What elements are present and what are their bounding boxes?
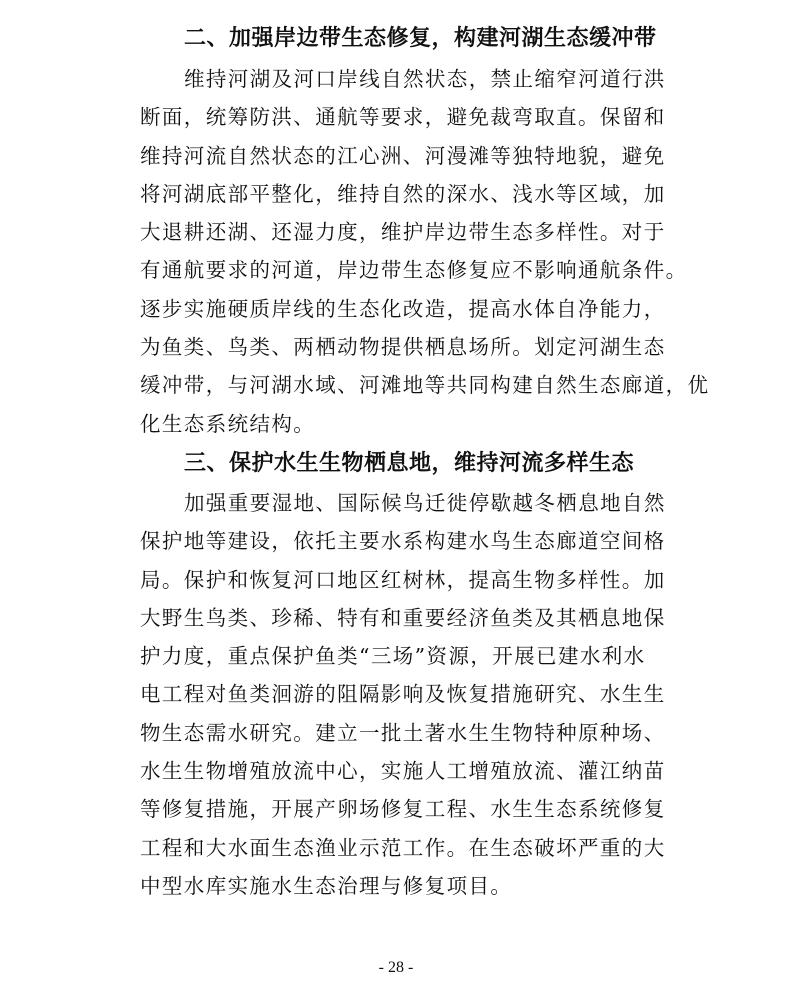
paragraph-line: 加强重要湿地、国际候鸟迁徙停歇越冬栖息地自然 (184, 491, 666, 515)
paragraph-line: 水生生物增殖放流中心，实施人工增殖放流、灌江纳苗 (140, 759, 666, 784)
paragraph-line: 维持河流自然状态的江心洲、河漫滩等独特地貌，避免 (140, 143, 666, 168)
section-heading-2: 二、加强岸边带生态修复，构建河湖生态缓冲带 (184, 26, 657, 51)
paragraph-line: 中型水库实施水生态治理与修复项目。 (140, 873, 513, 898)
paragraph-line: 缓冲带，与河湖水域、河滩地等共同构建自然生态廊道，优 (140, 373, 710, 398)
paragraph-line: 化生态系统结构。 (140, 411, 316, 436)
section-paragraph-2 (140, 60, 709, 443)
section-heading-3: 三、保护水生生物栖息地，维持河流多样生态 (184, 451, 635, 476)
paragraph-line: 局。保护和恢复河口地区红树林，提高生物多样性。加 (140, 567, 666, 592)
paragraph-line: 工程和大水面生态渔业示范工作。在生态破坏严重的大 (140, 835, 666, 860)
paragraph-line: 护力度，重点保护鱼类“三场”资源，开展已建水利水 (140, 644, 646, 669)
paragraph-line: 将河湖底部平整化，维持自然的深水、浅水等区域，加 (140, 181, 666, 206)
paragraph-line: 为鱼类、鸟类、两栖动物提供栖息场所。划定河湖生态 (140, 335, 666, 360)
paragraph-line: 大野生鸟类、珍稀、特有和重要经济鱼类及其栖息地保 (140, 605, 666, 630)
paragraph-line: 逐步实施硬质岸线的生态化改造，提高水体自净能力， (140, 296, 666, 321)
paragraph-line: 有通航要求的河道，岸边带生态修复应不影响通航条件。 (140, 258, 688, 283)
paragraph-line: 等修复措施，开展产卵场修复工程、水生生态系统修复 (140, 797, 666, 822)
paragraph-line: 电工程对鱼类洄游的阻隔影响及恢复措施研究、水生生 (140, 682, 666, 707)
paragraph-line: 物生态需水研究。建立一批土著水生生物特种原种场、 (140, 720, 666, 745)
section-paragraph-3 (140, 484, 666, 905)
paragraph-line: 断面，统筹防洪、通航等要求，避免裁弯取直。保留和 (140, 105, 666, 130)
paragraph-line: 维持河湖及河口岸线自然状态，禁止缩窄河道行洪 (184, 67, 666, 91)
page-number: - 28 - (378, 959, 414, 976)
paragraph-line: 保护地等建设，依托主要水系构建水鸟生态廊道空间格 (140, 529, 666, 554)
paragraph-line: 大退耕还湖、还湿力度，维护岸边带生态多样性。对于 (140, 220, 666, 245)
